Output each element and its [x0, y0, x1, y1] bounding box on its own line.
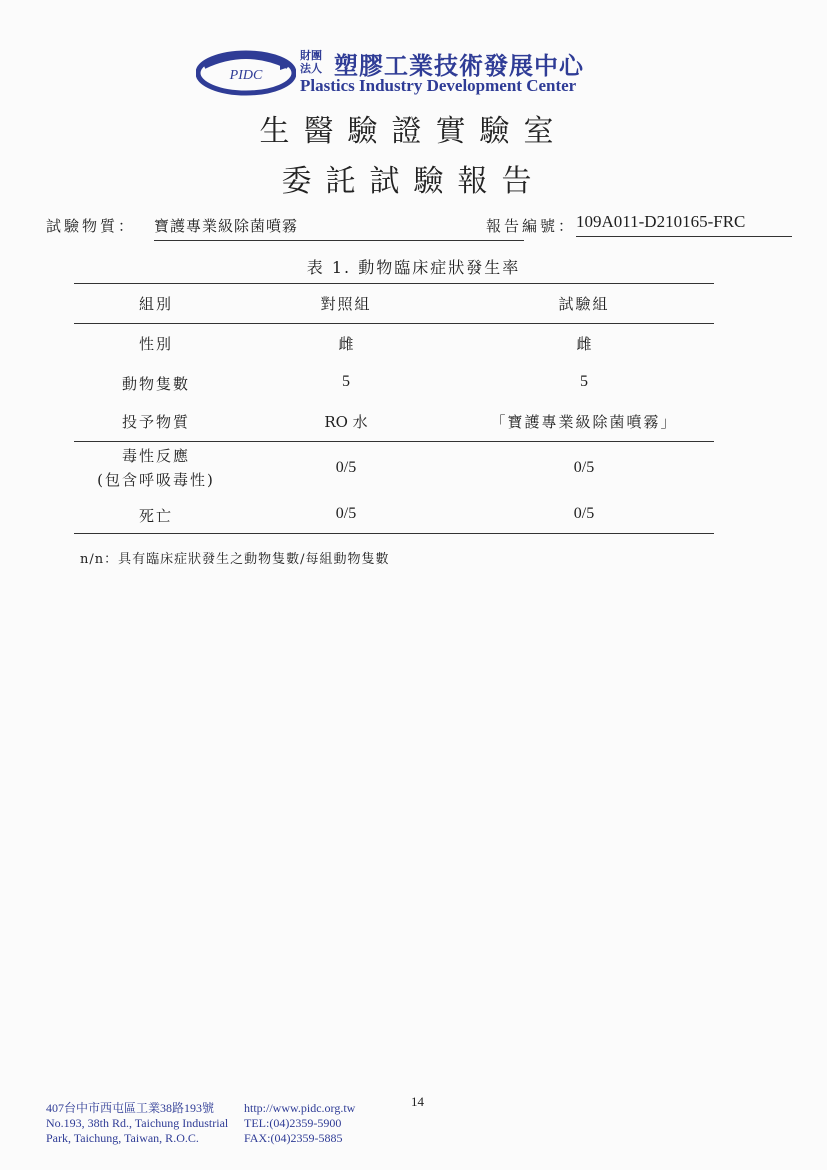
row-count-label: 動物隻數	[121, 375, 190, 393]
footer-contact	[244, 1101, 355, 1146]
org-name-cn: 塑膠工業技術發展中心	[334, 52, 584, 80]
table-header-rule	[74, 323, 714, 324]
table-footnote: n/n：具有臨床症狀發生之動物隻數/每組動物隻數	[80, 552, 390, 567]
logo-text: PIDC	[229, 68, 263, 83]
org-name-en: Plastics Industry Development Center	[300, 76, 577, 95]
row-count-test: 5	[580, 373, 588, 390]
row-toxicity-control: 0/5	[335, 459, 357, 476]
row-death-test: 0/5	[573, 505, 595, 522]
footer-address	[46, 1101, 228, 1146]
footer-address-cn: 407台中市西屯區工業38路193號	[46, 1101, 215, 1115]
table-mid-rule	[74, 441, 714, 442]
header-test: 試驗組	[558, 295, 610, 313]
row-death-control: 0/5	[335, 505, 357, 522]
row-sex-control: 雌	[338, 335, 354, 353]
report-title: 委託試驗報告	[281, 164, 546, 199]
row-toxicity-label-2: (包含呼吸毒性)	[97, 471, 215, 489]
row-sex-test: 雌	[576, 335, 592, 353]
footer-address-en-1: No.193, 38th Rd., Taichung Industrial	[46, 1116, 229, 1130]
report-number-value: 109A011-D210165-FRC	[576, 212, 792, 237]
page-number: 14	[411, 1094, 424, 1109]
row-count-control: 5	[342, 373, 350, 390]
footer-url: http://www.pidc.org.tw	[244, 1101, 356, 1115]
row-sex-label: 性別	[138, 335, 173, 353]
row-substance-label: 投予物質	[121, 413, 190, 431]
row-toxicity-label-1: 毒性反應	[121, 447, 190, 465]
substance-value: 寶護專業級除菌噴霧	[154, 215, 524, 241]
substance-label: 試驗物質：	[46, 217, 137, 235]
report-info-row	[46, 212, 796, 242]
row-substance-control: RO 水	[324, 413, 368, 431]
row-substance-test: 「寶護專業級除菌噴霧」	[490, 413, 678, 431]
report-number-label: 報告編號：	[486, 217, 577, 235]
header-group: 組別	[138, 295, 173, 313]
header-control: 對照組	[320, 295, 372, 313]
footer-address-en-2: Park, Taichung, Taiwan, R.O.C.	[46, 1131, 199, 1145]
org-type-label: 財團法人	[300, 49, 322, 75]
footer-tel: TEL:(04)2359-5900	[244, 1116, 342, 1130]
pidc-logo-icon	[196, 48, 296, 96]
footer-fax: FAX:(04)2359-5885	[244, 1131, 343, 1145]
org-logo	[196, 46, 636, 100]
table-top-rule	[74, 283, 714, 284]
table-title: 表 1. 動物臨床症狀發生率	[306, 258, 521, 277]
lab-title: 生醫驗證實驗室	[259, 114, 568, 149]
table-bottom-rule	[74, 533, 714, 534]
row-toxicity-test: 0/5	[573, 459, 595, 476]
row-death-label: 死亡	[138, 507, 173, 525]
